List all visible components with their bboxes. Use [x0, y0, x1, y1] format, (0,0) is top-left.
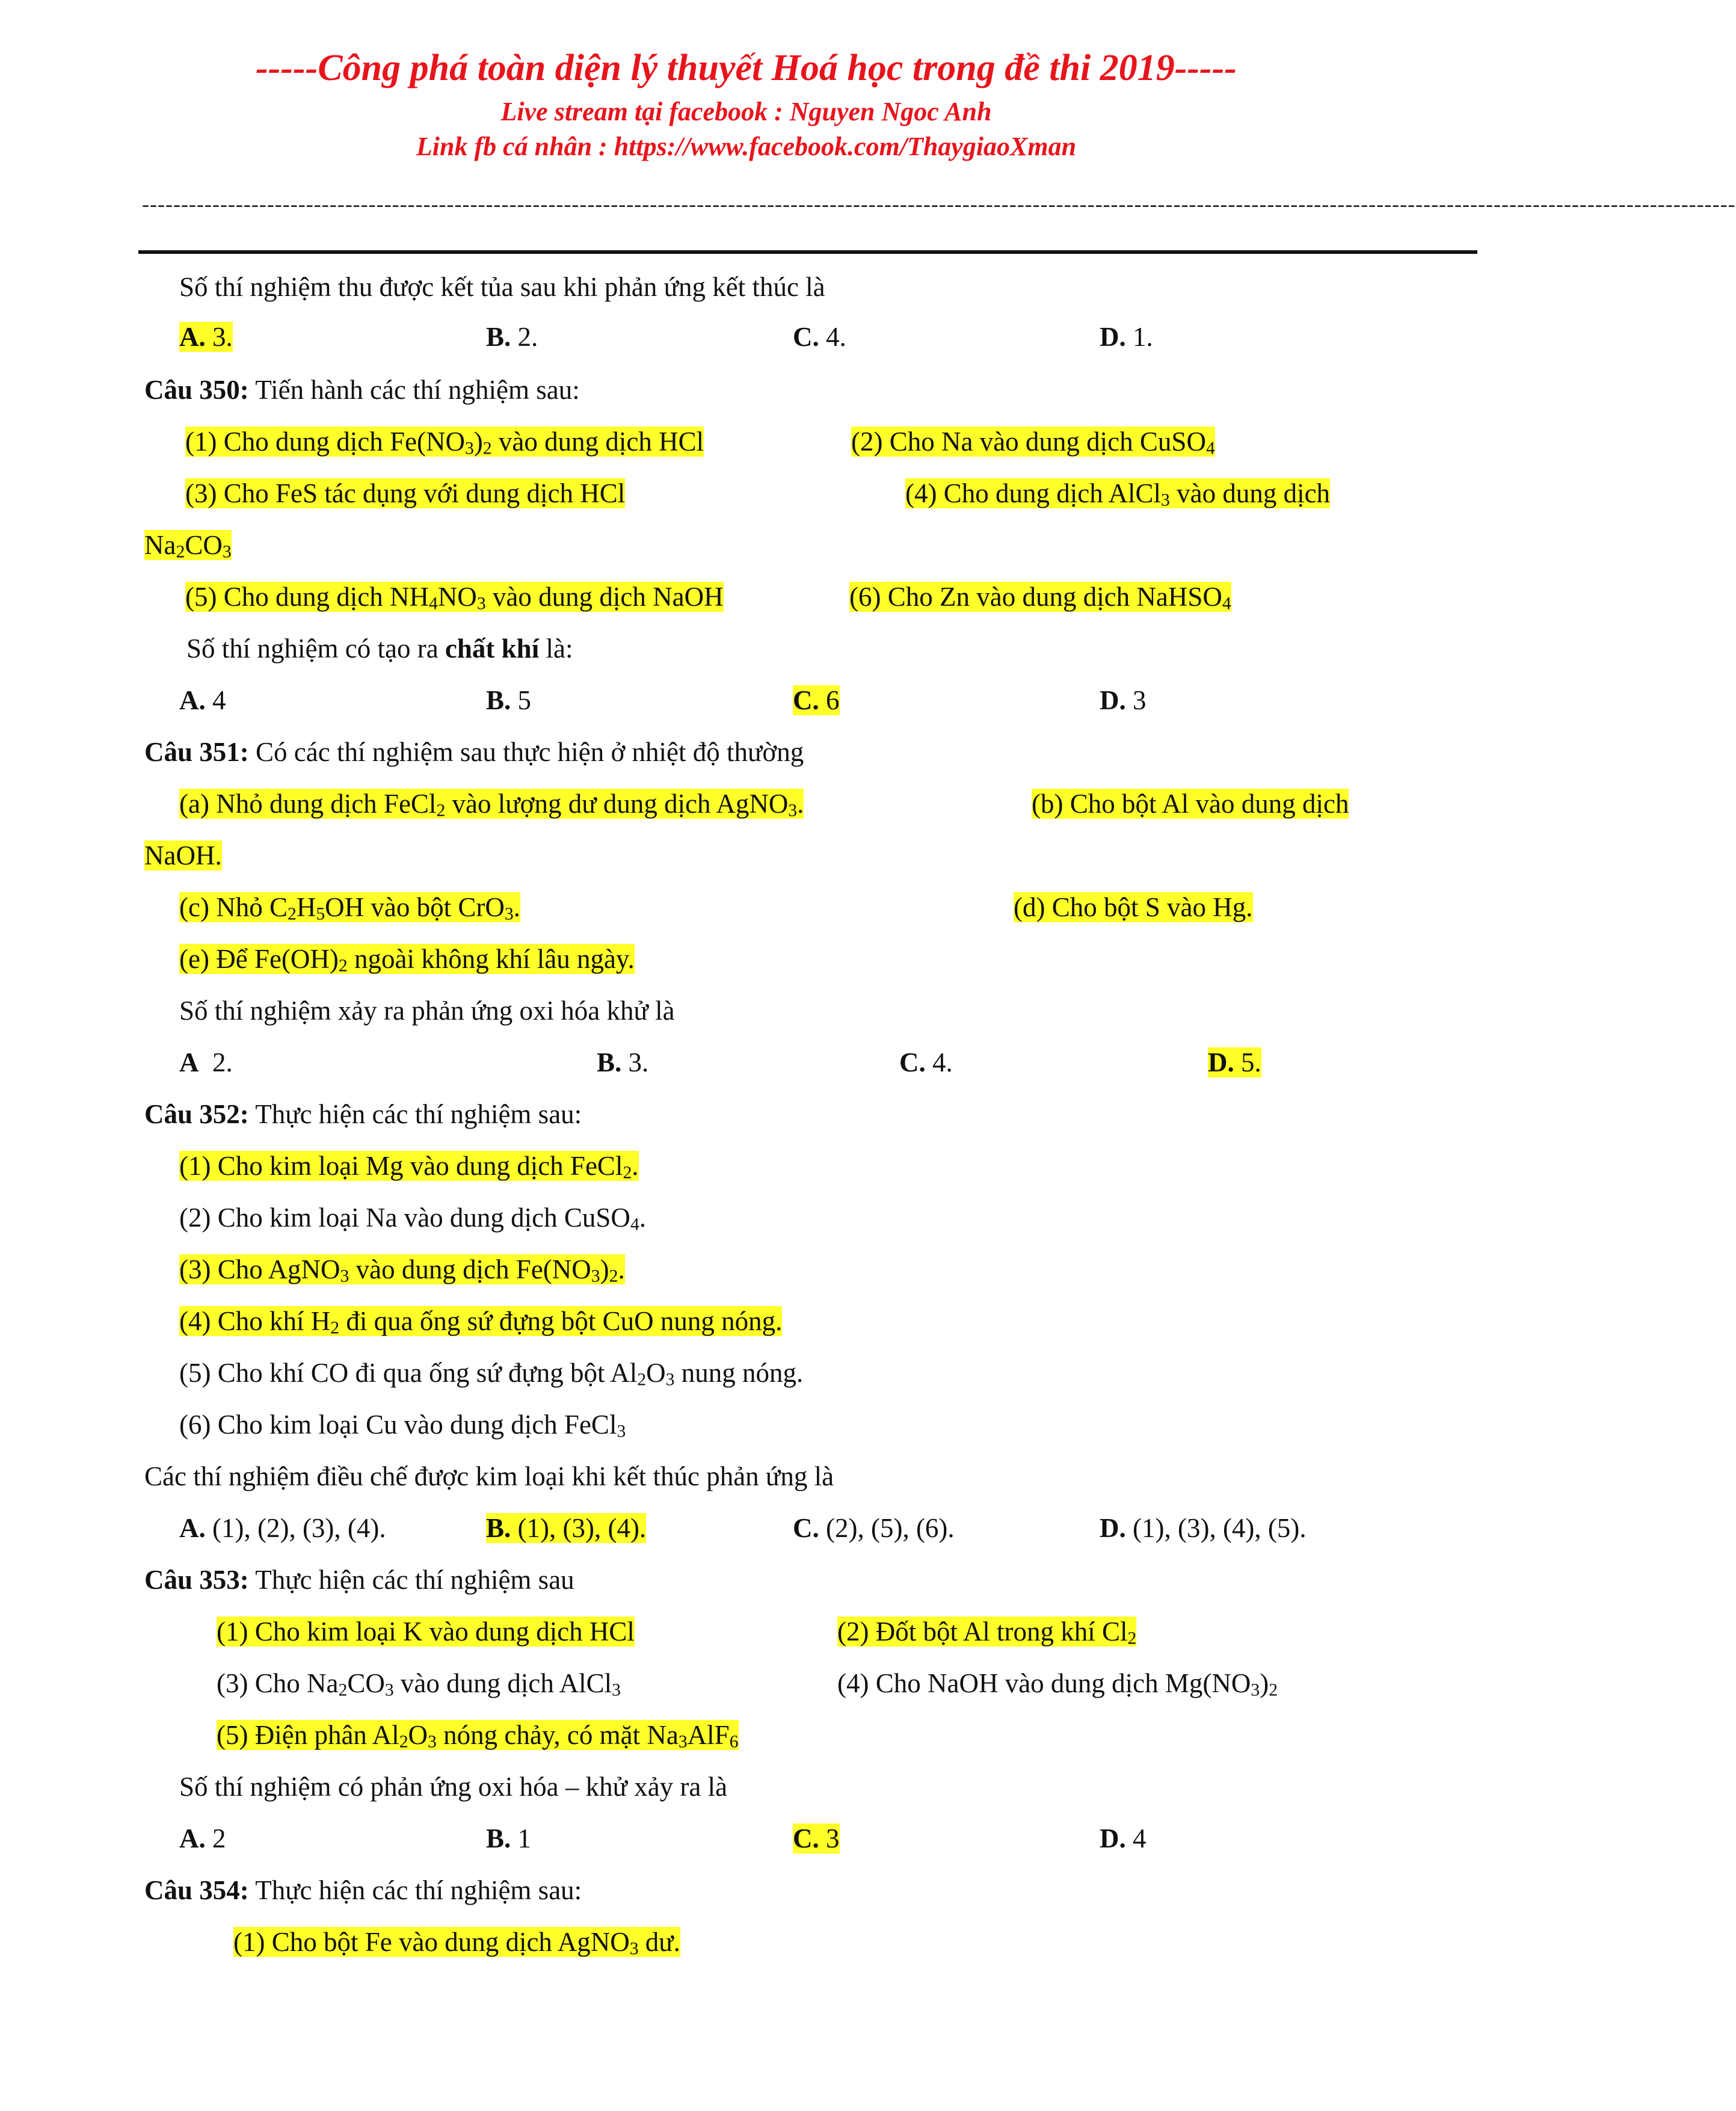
q350-exp-5: (5) Cho dung dịch $NH_4NO_3$ vào dung dịch NaOH	[185, 582, 724, 614]
q349-option-b: B. 2.	[486, 322, 538, 352]
q352-exp-5: (5) Cho khí CO đi qua ống sứ đựng bột $Al_2O_3$ nung nóng.	[179, 1358, 804, 1390]
q350-option-b: B. 5	[486, 685, 532, 715]
q352-exp-2: (2) Cho kim loại Na vào dung dịch CuSO$_4$.	[179, 1203, 647, 1234]
q350-exp-4: (4) Cho dung dịch AlCl$_3$ vào dung dịch	[905, 478, 1331, 510]
dashed-divider: ------------------------------------------------------------------------------------------------------------------------------------------------------------------------------------------------------------	[142, 192, 1736, 216]
q350-option-a: A. 4	[179, 685, 226, 715]
q352-option-b: B. (1), (3), (4).	[486, 1513, 647, 1543]
q351-exp-b-cont: NaOH.	[144, 840, 222, 871]
q353-option-b: B. 1	[486, 1823, 532, 1854]
q354-exp-1: (1) Cho bột Fe vào dung dịch AgNO$_3$ dư.	[233, 1927, 680, 1959]
q353-exp-5: (5) Điện phân $Al_2O_3$ nóng chảy, có mặt $Na_3AlF_6$	[217, 1720, 739, 1752]
q352-option-a: A. (1), (2), (3), (4).	[179, 1513, 386, 1543]
question-label: Câu 351:	[144, 737, 249, 767]
q351-header: Câu 351: Có các thí nghiệm sau thực hiện ở nhiệt độ thường	[144, 737, 804, 767]
q351-exp-e: (e) Để $Fe(OH)_2$ ngoài không khí lâu ngày.	[179, 944, 635, 976]
header-rule	[138, 250, 1477, 254]
q350-header: Câu 350: Tiến hành các thí nghiệm sau:	[144, 375, 580, 405]
q351-option-a: A 2.	[179, 1047, 233, 1077]
q351-option-c: C. 4.	[899, 1047, 953, 1077]
q352-exp-4: (4) Cho khí $H_2$ đi qua ống sứ đựng bột CuO nung nóng.	[179, 1306, 783, 1338]
q352-option-c: C. (2), (5), (6).	[793, 1513, 955, 1543]
q350-option-c: C. 6	[793, 685, 840, 715]
q353-exp-4: (4) Cho NaOH vào dung dịch $Mg(NO_3)_2$	[837, 1668, 1278, 1700]
question-label: Câu 350:	[144, 375, 249, 405]
q352-exp-3: (3) Cho AgNO$_3$ vào dung dịch $Fe(NO_3)_2$.	[179, 1254, 625, 1286]
q353-option-a: A. 2	[179, 1823, 226, 1854]
q352-prompt: Các thí nghiệm điều chế được kim loại khi kết thúc phản ứng là	[144, 1461, 834, 1491]
q350-exp-3: (3) Cho FeS tác dụng với dung dịch HCl	[185, 478, 626, 508]
q353-option-c: C. 3	[793, 1823, 840, 1854]
q349-option-c: C. 4.	[793, 322, 846, 352]
q352-exp-1: (1) Cho kim loại Mg vào dung dịch FeCl$_2$.	[179, 1151, 639, 1183]
q350-exp-4-cont: $Na_2CO_3$	[144, 530, 232, 562]
q351-exp-b: (b) Cho bột Al vào dung dịch	[1032, 789, 1349, 819]
facebook-link[interactable]: Link fb cá nhân : https://www.facebook.com/ThaygiaoXman	[416, 132, 1077, 161]
q354-header: Câu 354: Thực hiện các thí nghiệm sau:	[144, 1875, 582, 1905]
q351-option-b: B. 3.	[597, 1047, 649, 1077]
q350-exp-2: (2) Cho Na vào dung dịch CuSO$_4$	[851, 427, 1215, 458]
question-label: Câu 352:	[144, 1099, 249, 1129]
q353-option-d: D. 4	[1100, 1823, 1147, 1854]
question-label: Câu 354:	[144, 1875, 249, 1905]
q352-header: Câu 352: Thực hiện các thí nghiệm sau:	[144, 1099, 582, 1129]
q349-option-d: D. 1.	[1100, 322, 1153, 352]
q351-exp-a: (a) Nhỏ dung dịch FeCl$_2$ vào lượng dư dung dịch AgNO$_3$.	[179, 789, 804, 821]
document-title: -----Công phá toàn diện lý thuyết Hoá học trong đề thi 2019-----	[256, 48, 1237, 88]
q353-exp-3: (3) Cho $Na_2CO_3$ vào dung dịch AlCl$_3$	[217, 1668, 621, 1700]
live-stream-line: Live stream tại facebook : Nguyen Ngoc Anh	[500, 97, 992, 126]
q351-prompt: Số thí nghiệm xảy ra phản ứng oxi hóa khử là	[179, 996, 675, 1026]
q353-header: Câu 353: Thực hiện các thí nghiệm sau	[144, 1565, 574, 1595]
q350-prompt: Số thí nghiệm có tạo ra chất khí là:	[186, 633, 573, 664]
q349-option-a: A. 3.	[179, 322, 233, 352]
q350-option-d: D. 3	[1100, 685, 1147, 715]
q353-exp-1: (1) Cho kim loại K vào dung dịch HCl	[217, 1616, 635, 1647]
q349-prompt: Số thí nghiệm thu được kết tủa sau khi phản ứng kết thúc là	[179, 272, 825, 302]
q351-option-d: D. 5.	[1208, 1047, 1261, 1077]
q353-prompt: Số thí nghiệm có phản ứng oxi hóa – khử xảy ra là	[179, 1772, 728, 1802]
q353-exp-2: (2) Đốt bột Al trong khí $Cl_2$	[837, 1616, 1137, 1648]
q351-exp-d: (d) Cho bột S vào Hg.	[1014, 892, 1253, 922]
question-label: Câu 353:	[144, 1565, 249, 1595]
q350-exp-6: (6) Cho Zn vào dung dịch NaHSO$_4$	[849, 582, 1231, 614]
q352-exp-6: (6) Cho kim loại Cu vào dung dịch FeCl$_3$	[179, 1410, 626, 1441]
q352-option-d: D. (1), (3), (4), (5).	[1100, 1513, 1307, 1543]
q350-exp-1: (1) Cho dung dịch $Fe(NO_3)_2$ vào dung dịch HCl	[185, 427, 704, 458]
q351-exp-c: (c) Nhỏ $C_2H_5OH$ vào bột CrO$_3$.	[179, 892, 520, 924]
